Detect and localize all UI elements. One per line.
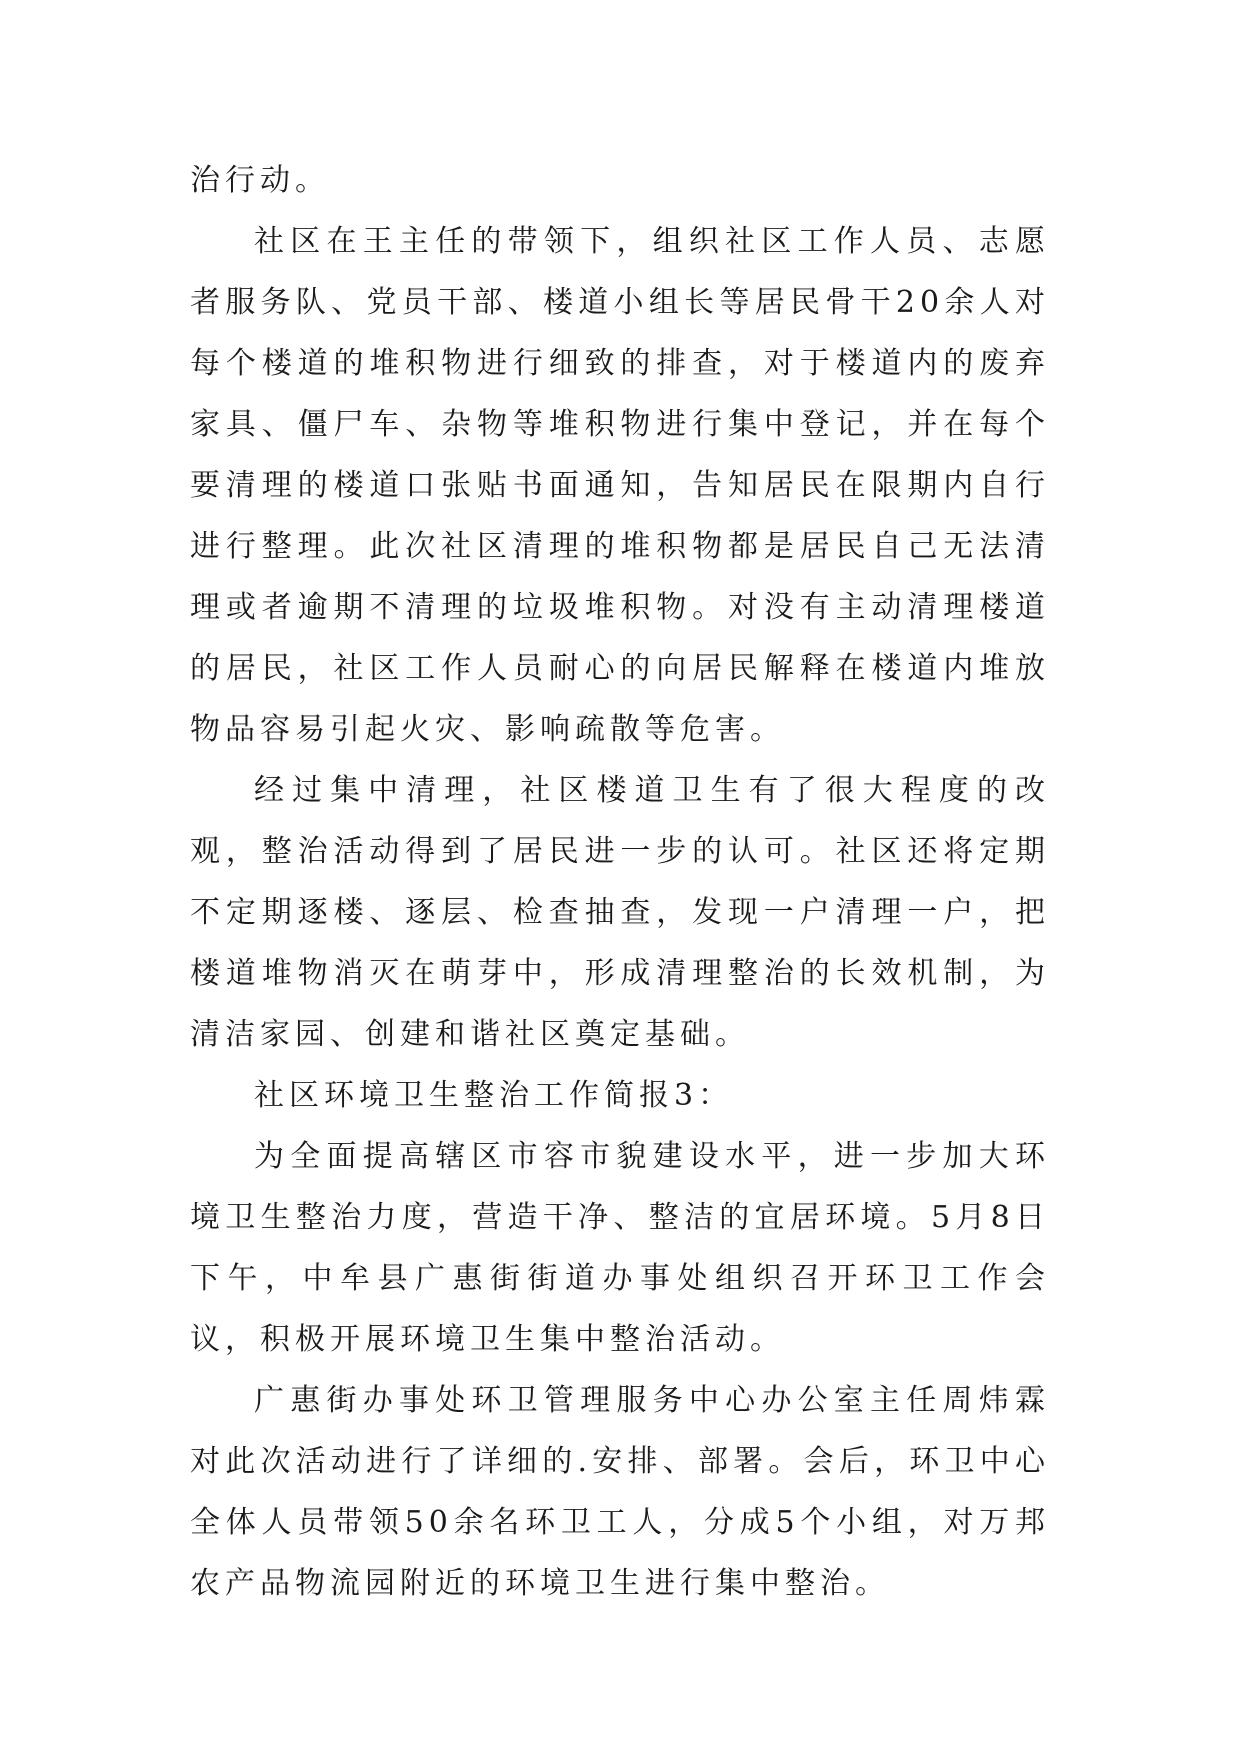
paragraph-cleanup-process: 社区在王主任的带领下，组织社区工作人员、志愿者服务队、党员干部、楼道小组长等居民骨干20余人对每个楼道的堆积物进行细致的排查，对于楼道内的废弃家具、僵尸车、杂物等堆积物进行集中登记，并在每个要清理的楼道口张贴书面通知，告知居民在限期内自行进行整理。此次社区清理的堆积物都是居民自己无法清理或者逾期不清理的垃圾堆积物。对没有主动清理楼道的居民，社区工作人员耐心的向居民解释在楼道内堆放物品容易引起火灾、影响疏散等危害。 xyxy=(190,224,1050,747)
section-heading-briefing-3: 社区环境卫生整治工作简报3： xyxy=(254,1078,734,1113)
document-body xyxy=(190,150,1050,1614)
paragraph-continuation: 治行动。 xyxy=(190,163,330,198)
paragraph-meeting: 为全面提高辖区市容市貌建设水平，进一步加大环境卫生整治力度，营造干净、整洁的宜居环境。5月8日下午，中牟县广惠街街道办事处组织召开环卫工作会议，积极开展环境卫生集中整治活动。 xyxy=(190,1139,1050,1357)
paragraph-activity: 广惠街办事处环卫管理服务中心办公室主任周炜霖对此次活动进行了详细的.安排、部署。会后，环卫中心全体人员带领50余名环卫工人，分成5个小组，对万邦农产品物流园附近的环境卫生进行集中整治。 xyxy=(190,1383,1050,1601)
paragraph-cleanup-result: 经过集中清理，社区楼道卫生有了很大程度的改观，整治活动得到了居民进一步的认可。社区还将定期不定期逐楼、逐层、检查抽查，发现一户清理一户，把楼道堆物消灭在萌芽中，形成清理整治的长效机制，为清洁家园、创建和谐社区奠定基础。 xyxy=(190,773,1050,1052)
